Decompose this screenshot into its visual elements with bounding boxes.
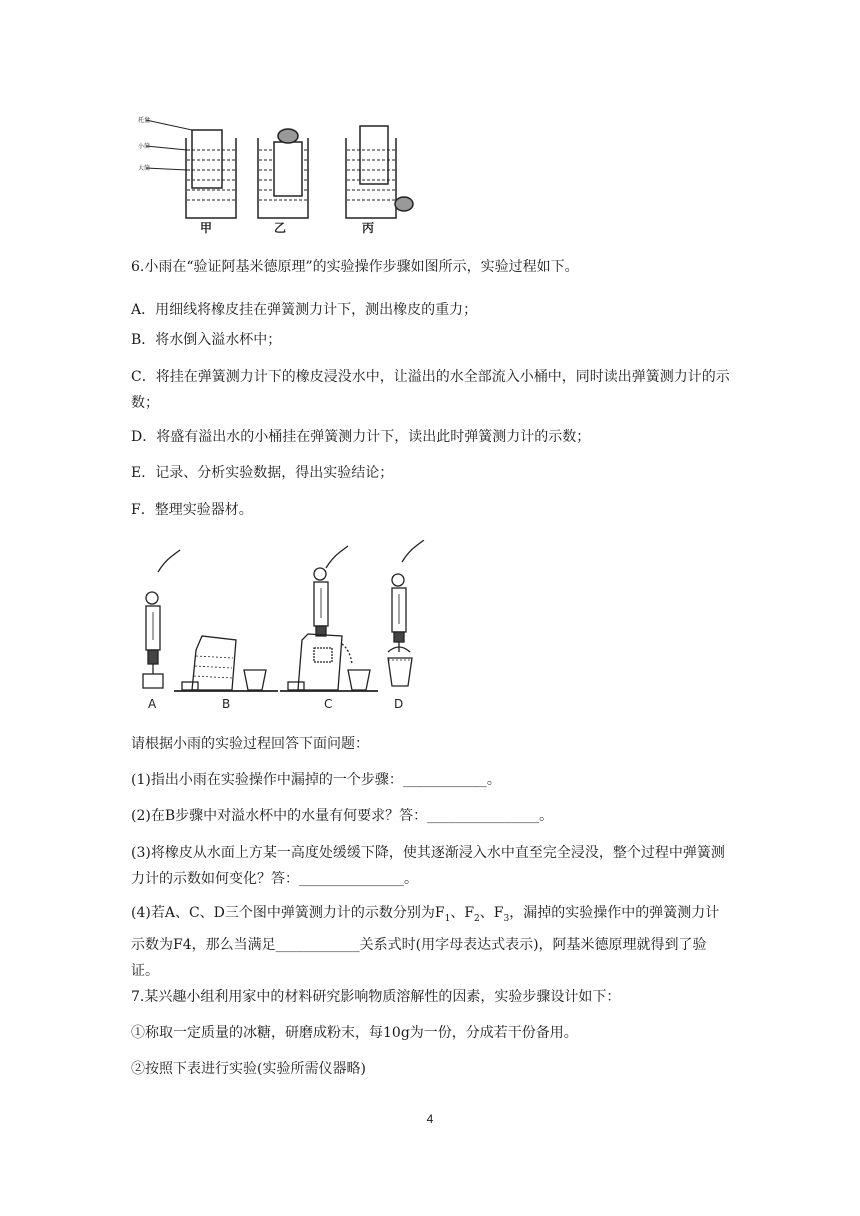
q7-step2: ②按照下表进行实验(实验所需仪器略) — [131, 1061, 366, 1077]
label-a: A — [148, 697, 157, 711]
label-d: D — [394, 697, 404, 711]
q6-step-e: E．记录、分析实验数据，得出实验结论； — [131, 465, 394, 481]
q6-sub4-sep1: 、F — [450, 905, 475, 921]
q6-step-f: F．整理实验器材。 — [131, 502, 253, 518]
q6-prompt: 请根据小雨的实验过程回答下面问题： — [131, 736, 369, 752]
q6-sub4 — [131, 900, 731, 984]
q7-step1: ①称取一定质量的冰糖，研磨成粉末，每10g为一份，分成若干份备用。 — [131, 1025, 578, 1041]
q6-sub3: (3)将橡皮从水面上方某一高度处缓缓下降，使其逐渐浸入水中直至完全浸没，整个过程中弹簧测力计的示数如何变化？答：_______________。 — [131, 845, 725, 887]
caption-jia: 甲 — [200, 221, 213, 235]
q6-sub1: (1)指出小雨在实验操作中漏掉的一个步骤：____________。 — [131, 772, 501, 788]
figure-cylinders — [128, 110, 438, 236]
q6-step-b: B．将水倒入溢水杯中； — [131, 332, 282, 348]
question6-stem: 6.小雨在“验证阿基米德原理”的实验操作步骤如图所示，实验过程如下。 — [131, 259, 579, 275]
f2-subscript: 2 — [474, 913, 480, 924]
f1-subscript: 1 — [444, 913, 451, 924]
q6-step-a: A．用细线将橡皮挂在弹簧测力计下，测出橡皮的重力； — [131, 302, 478, 318]
label-small-tube: 小筒 — [138, 143, 151, 150]
q6-step-c: C．将挂在弹簧测力计下的橡皮浸没水中，让溢出的水全部流入小桶中，同时读出弹簧测力计的示数； — [131, 369, 730, 411]
page-number: 4 — [426, 1112, 434, 1126]
label-tray: 托盘 — [138, 117, 151, 124]
q6-step-d: D．将盛有溢出水的小桶挂在弹簧测力计下，读出此时弹簧测力计的示数； — [131, 429, 591, 445]
label-b: B — [222, 697, 231, 711]
caption-yi: 乙 — [274, 221, 287, 235]
q6-sub4-part-b: ，漏掉的实验操作中的弹簧测力计示数为F4，那么当满足____________关系式时(用字母表达式表示)，阿基米德原理就得到了验证。 — [131, 905, 720, 979]
caption-bing: 丙 — [362, 221, 375, 235]
q6-sub2: (2)在B步骤中对溢水杯中的水量有何要求？答：________________。 — [131, 808, 554, 824]
f3-subscript: 3 — [503, 913, 510, 924]
figure-archimedes-apparatus — [130, 540, 430, 712]
q6-sub4-sep2: 、F — [479, 905, 504, 921]
label-big-tube: 大筒 — [138, 165, 151, 172]
question7-stem: 7.某兴趣小组利用家中的材料研究影响物质溶解性的因素，实验步骤设计如下： — [131, 989, 621, 1005]
label-c: C — [324, 697, 333, 711]
q6-sub4-part-a: (4)若A、C、D三个图中弹簧测力计的示数分别为F — [131, 905, 445, 921]
